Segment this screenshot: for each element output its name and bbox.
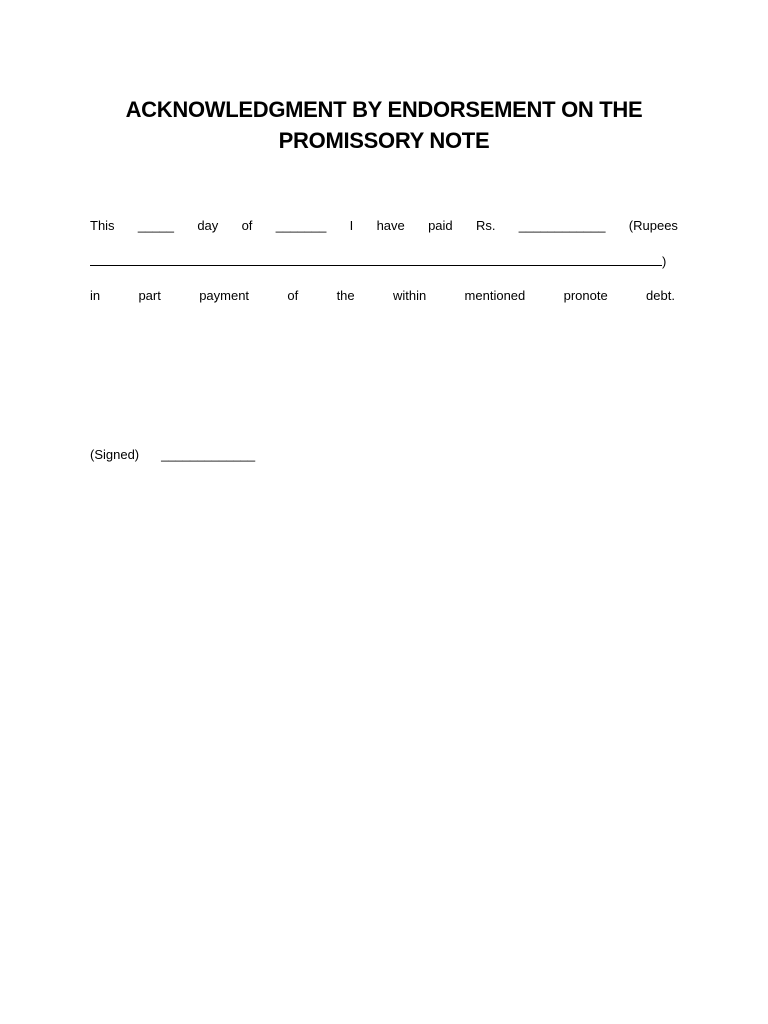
blank-amount-in-words — [90, 253, 662, 266]
signature-blank: _____________ — [161, 447, 256, 462]
word-rs: Rs. — [475, 218, 496, 233]
body-line-3 — [90, 288, 675, 304]
title-line-1: ACKNOWLEDGMENT BY ENDORSEMENT ON THE — [125, 97, 643, 122]
word-day: day — [197, 218, 219, 233]
word-have: have — [376, 218, 405, 233]
blank-day: _____ — [137, 218, 175, 233]
body-line-1 — [90, 218, 678, 234]
signature-row — [90, 447, 255, 463]
blank-month: _______ — [275, 218, 327, 233]
word-rupees: (Rupees — [628, 218, 678, 233]
document-title — [0, 94, 768, 156]
word-within: within — [392, 288, 427, 303]
word-paid: paid — [428, 218, 453, 233]
word-pronote: pronote — [563, 288, 608, 303]
signed-label: (Signed) — [90, 447, 140, 462]
word-of-2: of — [287, 288, 299, 303]
title-line-2: PROMISSORY NOTE — [278, 128, 490, 153]
word-in: in — [90, 288, 101, 303]
word-this: This — [90, 218, 115, 233]
word-part: part — [138, 288, 161, 303]
closing-paren: ) — [662, 254, 667, 269]
word-i: I — [349, 218, 354, 233]
word-debt: debt. — [646, 288, 675, 303]
word-the: the — [336, 288, 355, 303]
word-payment: payment — [199, 288, 250, 303]
body-line-2 — [90, 253, 666, 270]
word-mentioned: mentioned — [464, 288, 526, 303]
word-of: of — [241, 218, 253, 233]
blank-amount: ____________ — [518, 218, 606, 233]
